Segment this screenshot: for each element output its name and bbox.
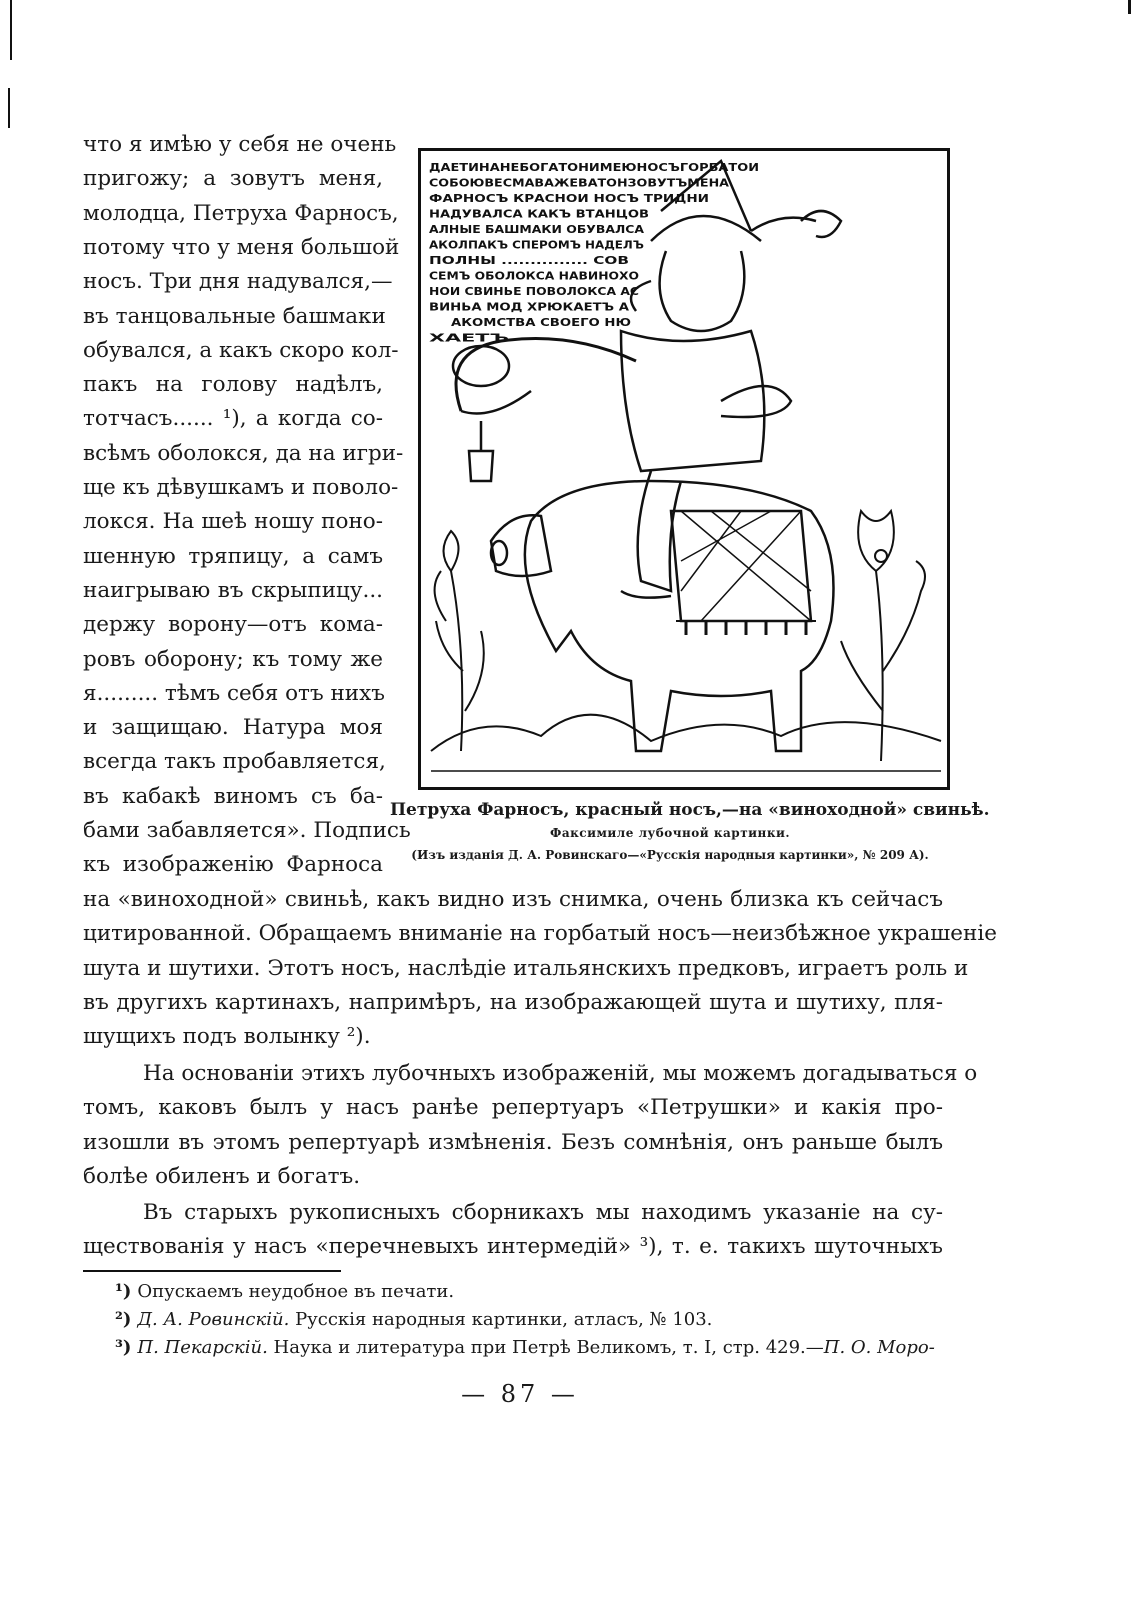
inscription-line: ДАЕТИНАНЕБОГАТОНИМЕЮНОСЪГОРБАТОИ <box>429 162 759 174</box>
left-column-line: потому что у меня большой <box>83 234 400 260</box>
left-column-line: къ изображенію Фарноса <box>83 852 383 878</box>
inscription-line: АЛНЫЕ БАШМАКИ ОБУВАЛСА <box>429 224 646 236</box>
right-plant <box>841 511 925 761</box>
left-column-line: всегда такъ пробавляется, <box>83 749 386 775</box>
full_lines-line: цитированной. Обращаемъ вниманіе на горбатый носъ—неизбѣжное украшеніе <box>83 921 997 947</box>
footnote-text: Опускаемъ неудобное въ печати. <box>137 1281 455 1302</box>
paragraph2-line: томъ, каковъ былъ у насъ ранѣе репертуаръ «Петрушки» и какія про- <box>83 1095 943 1121</box>
left-column-line: носъ. Три дня надувался,— <box>83 269 393 295</box>
left-column-line: ще къ дѣвушкамъ и поволо- <box>83 475 399 500</box>
left-column-line: я......... тѣмъ себя отъ нихъ <box>83 680 385 706</box>
full_lines-line: шута и шутихи. Этотъ носъ, наслѣдіе итальянскихъ предковъ, играетъ роль и <box>83 955 969 981</box>
full_lines-line: на «виноходной» свиньѣ, какъ видно изъ снимка, очень близка къ сейчасъ <box>83 887 943 912</box>
left-column-line: молодца, Петруха Фарносъ, <box>83 200 399 226</box>
footnote-1 <box>115 1280 454 1304</box>
left-column-line: ровъ оборону; къ тому же <box>83 646 383 672</box>
left-column-line: держу ворону—отъ кома- <box>83 612 383 638</box>
figure-caption-source: (Изъ изданія Д. А. Ровинскаго—«Русскія народныя картинки», № 209 А). <box>411 848 929 862</box>
left-column-line: и защищаю. Натура моя <box>83 715 383 741</box>
inscription-line: АКОМСТВА СВОЕГО НЮ <box>451 317 631 329</box>
scan-edge-left <box>10 0 12 60</box>
footnote-mark: ²) <box>115 1309 132 1330</box>
full_lines-line: въ другихъ картинахъ, напримѣръ, на изображающей шута и шутиху, пля- <box>83 989 943 1015</box>
footnote-mark: ³) <box>115 1337 132 1358</box>
left-column-line: пакъ на голову надѣлъ, <box>83 372 383 398</box>
scan-edge-left-2 <box>8 88 10 128</box>
left-column-line: всѣмъ оболокся, да на игри- <box>83 440 404 466</box>
footnote-text: Наука и литература при Петрѣ Великомъ, т. I, стр. 429.— <box>273 1337 824 1358</box>
figure-caption-sub: Факсимиле лубочной картинки. <box>549 826 791 840</box>
left-column-line: что я имѣю у себя не очень <box>83 132 397 157</box>
inscription-line: НОИ СВИНЬЕ ПОВОЛОКСА АС <box>429 286 640 298</box>
pig <box>491 481 834 751</box>
left-column-line: шенную тряпицу, а самъ <box>83 543 383 569</box>
footnote-author: П. Пекарскій. <box>137 1337 274 1358</box>
left-column-line: локся. На шеѣ ношу поно- <box>83 509 383 535</box>
inscription-line: АКОЛПАКЪ СПЕРОМЪ НАДЕЛЪ <box>429 239 645 252</box>
inscription-line: СОБОЮВЕСМАВАЖЕВАТОНЗОВУТЪМЕНА <box>429 177 731 190</box>
left-column-line: тотчасъ...... ¹), а когда со- <box>83 406 383 432</box>
left-column-line: въ кабакѣ виномъ съ ба- <box>83 783 383 809</box>
footnote-tail: П. О. Моро- <box>823 1337 935 1358</box>
left-column-line: бами забавляется». Подпись <box>83 818 411 843</box>
left-plant <box>435 531 484 751</box>
lubok-figure <box>418 148 950 790</box>
inscription-line: НАДУВАЛСА КАКЪ ВТАНЦОВ <box>429 208 649 221</box>
paragraph2-line: изошли въ этомъ репертуарѣ измѣненія. Безъ сомнѣнія, онъ раньше былъ <box>83 1129 943 1155</box>
inscription-line: СЕМЪ ОБОЛОКСА НАВИНОХО <box>429 270 640 283</box>
footnote-rule <box>83 1270 341 1272</box>
paragraph2-line: На основаніи этихъ лубочныхъ изображеній, мы можемъ догадываться о <box>143 1061 978 1086</box>
footnote-text: Русскія народныя картинки, атласъ, № 103. <box>295 1309 713 1330</box>
paragraph3-line: Въ старыхъ рукописныхъ сборникахъ мы находимъ указаніе на су- <box>143 1200 943 1225</box>
full_lines-line: шущихъ подъ волынку ²). <box>83 1024 371 1050</box>
left-column-line: обувался, а какъ скоро кол- <box>83 337 399 363</box>
figure-caption-title: Петруха Фарносъ, красный носъ,—на «виноходной» свиньѣ. <box>390 800 990 820</box>
footnote-2 <box>115 1308 712 1332</box>
left-column-line: въ танцовальные башмаки <box>83 303 386 329</box>
footnote-mark: ¹) <box>115 1281 132 1302</box>
paragraph3-line: ществованія у насъ «перечневыхъ интермедій» ³), т. е. такихъ шуточныхъ <box>83 1234 943 1260</box>
inscription-text <box>429 162 759 345</box>
page-number: — 87 — <box>461 1380 579 1408</box>
inscription-line: ВИНЬА МОД ХРЮКАЕТЪ А <box>429 301 631 314</box>
footnote-author: Д. А. Ровинскій. <box>137 1309 296 1330</box>
paragraph2-line: болѣе обиленъ и богатъ. <box>83 1163 361 1189</box>
inscription-line: ФАРНОСЪ КРАСНОИ НОСЪ ТРИДНИ <box>429 193 709 205</box>
inscription-line: ПОЛНЫ ............... СОВ <box>429 255 629 267</box>
lubok-illustration <box>421 151 947 787</box>
left-column-line: наигрываю въ скрыпицу... <box>83 577 383 603</box>
footnote-3 <box>115 1336 935 1360</box>
left-column-line: пригожу; а зовутъ меня, <box>83 166 383 192</box>
inscription-line: ХАЕТЪ <box>429 332 510 345</box>
scan-edge-right <box>1128 0 1131 14</box>
